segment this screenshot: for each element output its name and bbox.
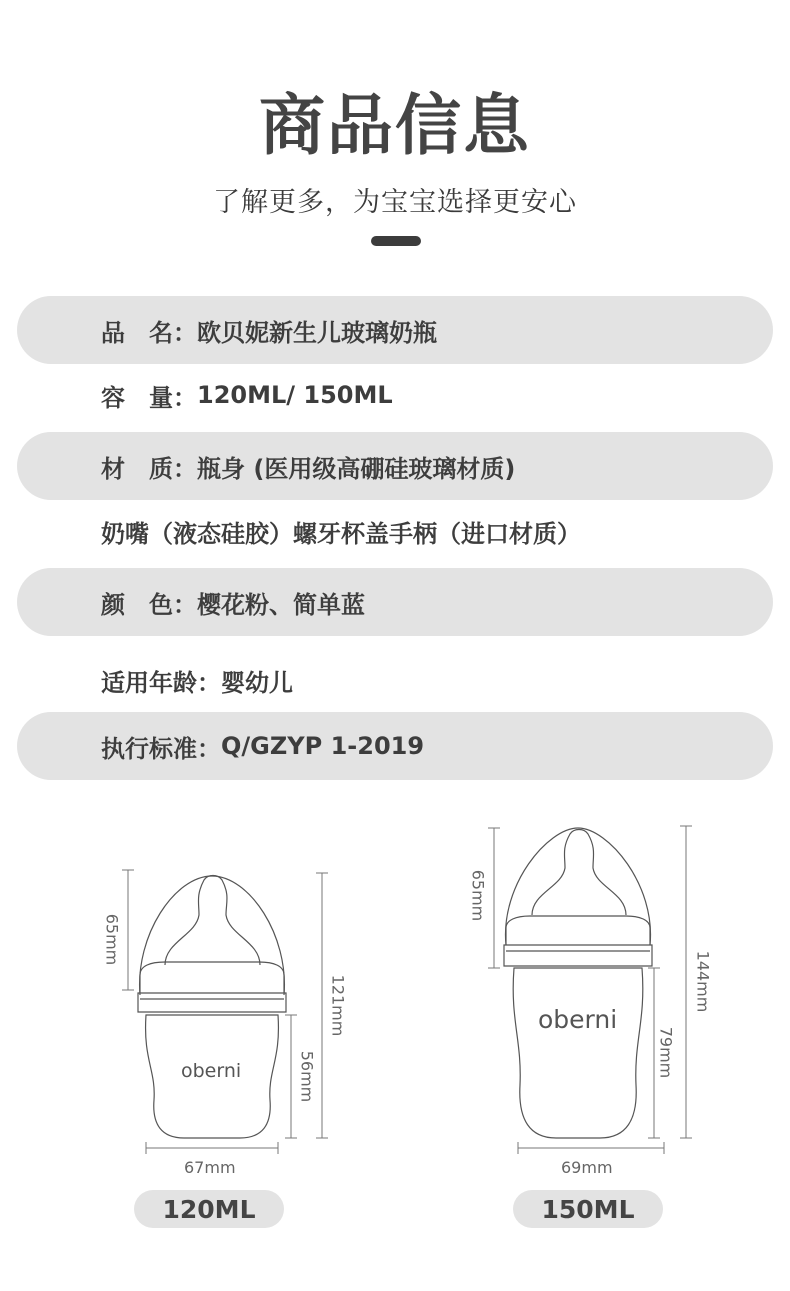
info-value: 瓶身 (医用级高硼硅玻璃材质): [197, 454, 516, 483]
small-total-height: 121mm: [328, 974, 348, 1037]
small-nipple-height: 65mm: [102, 913, 122, 966]
info-value: 樱花粉、简单蓝: [197, 590, 365, 619]
small-body-height: 56mm: [297, 1050, 317, 1103]
info-label: 容 量：: [101, 383, 197, 412]
large-width: 69mm: [561, 1158, 613, 1177]
page-subtitle: 了解更多，为宝宝选择更安心: [213, 187, 577, 218]
large-bottle-dimension-lines: [488, 826, 692, 1154]
large-capacity-badge: 150ML: [513, 1190, 663, 1228]
info-value: 欧贝妮新生儿玻璃奶瓶: [197, 318, 437, 347]
info-label: 执行标准：: [101, 734, 221, 763]
info-value: 奶嘴（液态硅胶）螺牙杯盖手柄（进口材质）: [101, 519, 581, 548]
info-label: 适用年龄：: [101, 668, 221, 697]
info-label: 颜 色：: [101, 590, 197, 619]
info-label: 材 质：: [101, 454, 197, 483]
small-bottle-illustration: [138, 876, 286, 1139]
info-value: 120ML/ 150ML: [197, 381, 393, 409]
info-label: 品 名：: [101, 318, 197, 347]
info-value: Q/GZYP 1-2019: [221, 732, 425, 760]
small-capacity-badge: 120ML: [134, 1190, 284, 1228]
large-bottle-brand-logo: oberni: [538, 1005, 618, 1034]
small-bottle-brand-logo: oberni: [181, 1060, 242, 1082]
large-bottle-illustration: [504, 828, 652, 1138]
large-body-height: 79mm: [656, 1026, 676, 1079]
large-total-height: 144mm: [693, 950, 713, 1013]
info-value: 婴幼儿: [221, 668, 293, 697]
page-title: 商品信息: [259, 87, 531, 164]
small-width: 67mm: [184, 1158, 236, 1177]
large-nipple-height: 65mm: [468, 869, 488, 922]
